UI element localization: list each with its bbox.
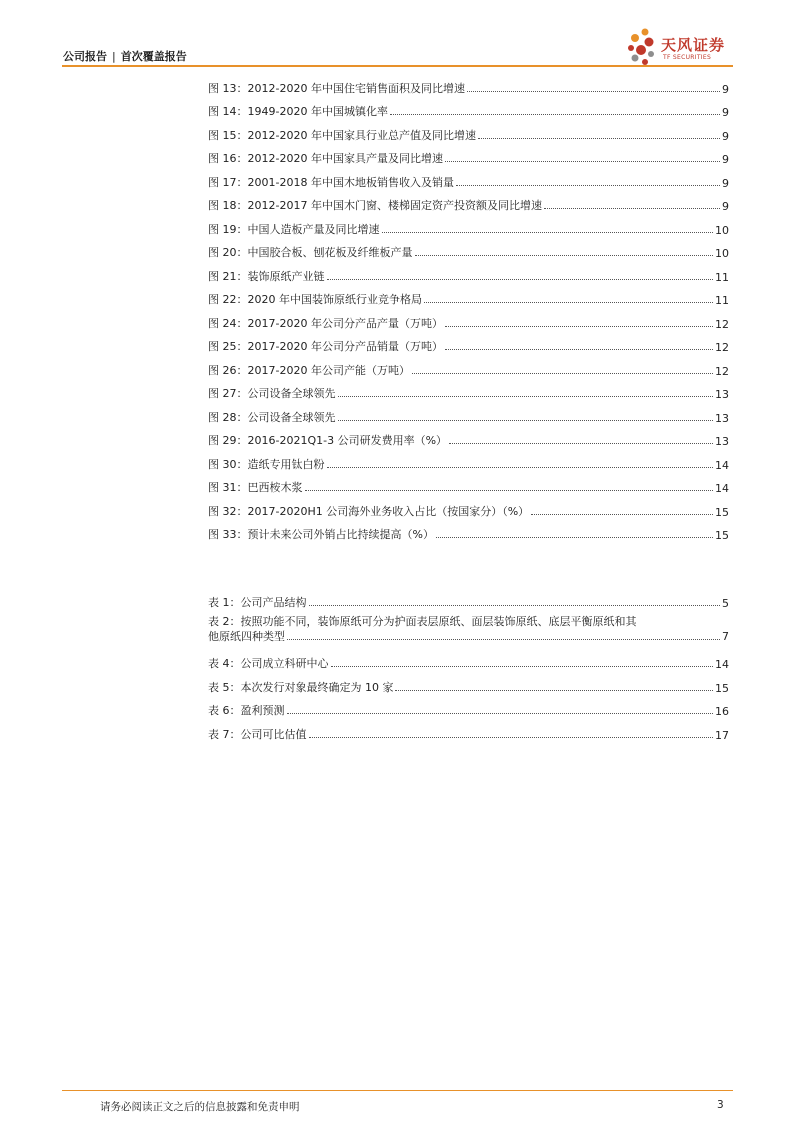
toc-entry-page: 12	[715, 364, 729, 378]
toc-entry-page: 9	[722, 129, 729, 143]
toc-entry-label: 表 4：公司成立科研中心	[208, 657, 329, 670]
toc-entry[interactable]	[208, 166, 729, 190]
toc-entry-page: 9	[722, 106, 729, 119]
toc-entry-label: 图 28：公司设备全球领先	[208, 410, 336, 424]
table-index	[208, 586, 729, 742]
footer-divider	[62, 1090, 733, 1091]
toc-entry-page: 10	[715, 223, 729, 237]
toc-entry-page: 9	[722, 153, 729, 166]
toc-entry[interactable]	[208, 614, 729, 644]
toc-entry-label: 图 18：2012-2017 年中国木门窗、楼梯固定资产投资额及同比增速	[208, 199, 542, 212]
toc-entry-page: 12	[715, 317, 729, 331]
dot-leader	[309, 604, 721, 606]
toc-entry[interactable]	[208, 331, 729, 355]
toc-entry[interactable]	[208, 378, 729, 402]
toc-entry-label: 图 24：2017-2020 年公司分产品产量（万吨）	[208, 316, 443, 330]
dot-leader	[445, 325, 713, 327]
toc-entry[interactable]	[208, 695, 729, 719]
toc-entry-page: 7	[722, 629, 729, 643]
report-header	[63, 48, 187, 64]
dot-leader	[531, 513, 713, 515]
toc-entry[interactable]	[208, 143, 729, 167]
toc-entry[interactable]	[208, 213, 729, 237]
toc-entry-page: 13	[715, 411, 729, 425]
logo-subtitle: TF SECURITIES	[663, 54, 712, 61]
toc-entry-page: 14	[715, 458, 729, 472]
dot-leader	[287, 712, 714, 714]
toc-entry-label: 表 2：按照功能不同，装饰原纸可分为护面表层原纸、面层装饰原纸、底层平衡原纸和其	[208, 614, 637, 628]
dot-leader	[395, 689, 713, 691]
toc-entry-label: 图 32：2017-2020H1 公司海外业务收入占比（按国家分）（%）	[208, 504, 530, 518]
toc-entry-page: 5	[722, 596, 729, 610]
toc-entry[interactable]	[208, 354, 729, 378]
toc-entry-label: 表 5：本次发行对象最终确定为 10 家	[208, 680, 394, 694]
header-separator: |	[112, 50, 116, 63]
toc-entry-label: 图 19：中国人造板产量及同比增速	[208, 222, 380, 236]
toc-entry[interactable]	[208, 472, 729, 496]
dot-leader	[305, 489, 714, 491]
toc-entry-page: 14	[715, 658, 729, 671]
dot-leader	[415, 254, 714, 256]
toc-entry-label: 图 16：2012-2020 年中国家具产量及同比增速	[208, 152, 443, 165]
toc-entry-page: 15	[715, 529, 729, 542]
footer-disclaimer: 请务必阅读正文之后的信息披露和免责申明	[100, 1101, 300, 1113]
toc-entry-page: 9	[722, 200, 729, 213]
dot-leader	[327, 278, 714, 280]
toc-entry-page: 10	[715, 247, 729, 260]
dot-leader	[412, 372, 713, 374]
dot-leader	[456, 184, 720, 186]
toc-entry-label: 图 15：2012-2020 年中国家具行业总产值及同比增速	[208, 128, 476, 142]
report-type: 公司报告	[63, 50, 107, 63]
dot-leader	[338, 395, 714, 397]
toc-entry-label: 图 20：中国胶合板、刨花板及纤维板产量	[208, 246, 413, 259]
dot-leader	[309, 736, 714, 738]
toc-entry-label: 图 26：2017-2020 年公司产能（万吨）	[208, 363, 410, 377]
dot-leader	[467, 90, 720, 92]
toc-entry[interactable]	[208, 448, 729, 472]
toc-entry-page: 14	[715, 482, 729, 495]
toc-entry[interactable]	[208, 648, 729, 672]
toc-entry-page: 12	[715, 341, 729, 354]
toc-entry-label: 图 22：2020 年中国装饰原纸行业竞争格局	[208, 293, 422, 306]
toc-entry-page: 15	[715, 505, 729, 519]
dot-leader	[478, 137, 720, 139]
toc-entry-page: 9	[722, 176, 729, 190]
toc-entry[interactable]	[208, 284, 729, 308]
toc-entry[interactable]	[208, 119, 729, 143]
toc-entry-page: 9	[722, 82, 729, 96]
dot-leader	[544, 207, 720, 209]
toc-entry[interactable]	[208, 671, 729, 695]
toc-entry[interactable]	[208, 495, 729, 519]
dot-leader	[382, 231, 714, 233]
dot-leader	[436, 536, 713, 538]
logo-name: 天风证券	[661, 36, 726, 54]
figure-index	[208, 72, 729, 542]
toc-entry[interactable]	[208, 425, 729, 449]
dot-leader	[449, 442, 713, 444]
toc-entry-page: 13	[715, 435, 729, 448]
toc-entry-label: 图 21：装饰原纸产业链	[208, 269, 325, 283]
toc-entry-label: 表 6：盈利预测	[208, 704, 285, 717]
toc-entry[interactable]	[208, 190, 729, 214]
toc-entry-label: 图 13：2012-2020 年中国住宅销售面积及同比增速	[208, 81, 465, 95]
toc-entry-label: 图 33：预计未来公司外销占比持续提高（%）	[208, 528, 434, 541]
toc-entry-page: 11	[715, 294, 729, 307]
toc-entry[interactable]	[208, 586, 729, 610]
dot-leader	[287, 638, 720, 640]
toc-entry[interactable]	[208, 718, 729, 742]
dot-leader	[445, 160, 720, 162]
report-subtype: 首次覆盖报告	[120, 50, 187, 63]
toc-entry-label: 图 31：巴西桉木浆	[208, 481, 303, 494]
dot-leader	[331, 665, 714, 667]
dot-leader	[327, 466, 714, 468]
dot-leader	[390, 113, 720, 115]
toc-entry-page: 15	[715, 681, 729, 695]
toc-entry[interactable]	[208, 96, 729, 120]
toc-entry-label: 表 7：公司可比估值	[208, 727, 307, 741]
toc-entry-page: 13	[715, 388, 729, 401]
toc-entry[interactable]	[208, 237, 729, 261]
toc-entry[interactable]	[208, 519, 729, 543]
toc-entry[interactable]	[208, 401, 729, 425]
dot-leader	[338, 419, 714, 421]
toc-entry[interactable]	[208, 307, 729, 331]
toc-entry-label: 图 14：1949-2020 年中国城镇化率	[208, 105, 388, 118]
toc-entry-label: 图 17：2001-2018 年中国木地板销售收入及销量	[208, 175, 454, 189]
toc-entry-page: 17	[715, 728, 729, 742]
dot-leader	[424, 301, 713, 303]
header-divider	[62, 65, 733, 67]
dot-leader	[445, 348, 713, 350]
toc-entry-page: 16	[715, 705, 729, 718]
toc-entry[interactable]	[208, 260, 729, 284]
toc-entry-label: 图 29：2016-2021Q1-3 公司研发费用率（%）	[208, 434, 448, 447]
toc-entry[interactable]	[208, 72, 729, 96]
toc-entry-label-cont: 他原纸四种类型	[208, 629, 285, 643]
toc-entry-label: 图 27：公司设备全球领先	[208, 387, 336, 400]
toc-entry-page: 11	[715, 270, 729, 284]
toc-entry-label: 图 25：2017-2020 年公司分产品销量（万吨）	[208, 340, 443, 353]
toc-entry-label: 图 30：造纸专用钛白粉	[208, 457, 325, 471]
toc-entry-label: 表 1：公司产品结构	[208, 595, 307, 609]
page-number: 3	[717, 1099, 724, 1111]
